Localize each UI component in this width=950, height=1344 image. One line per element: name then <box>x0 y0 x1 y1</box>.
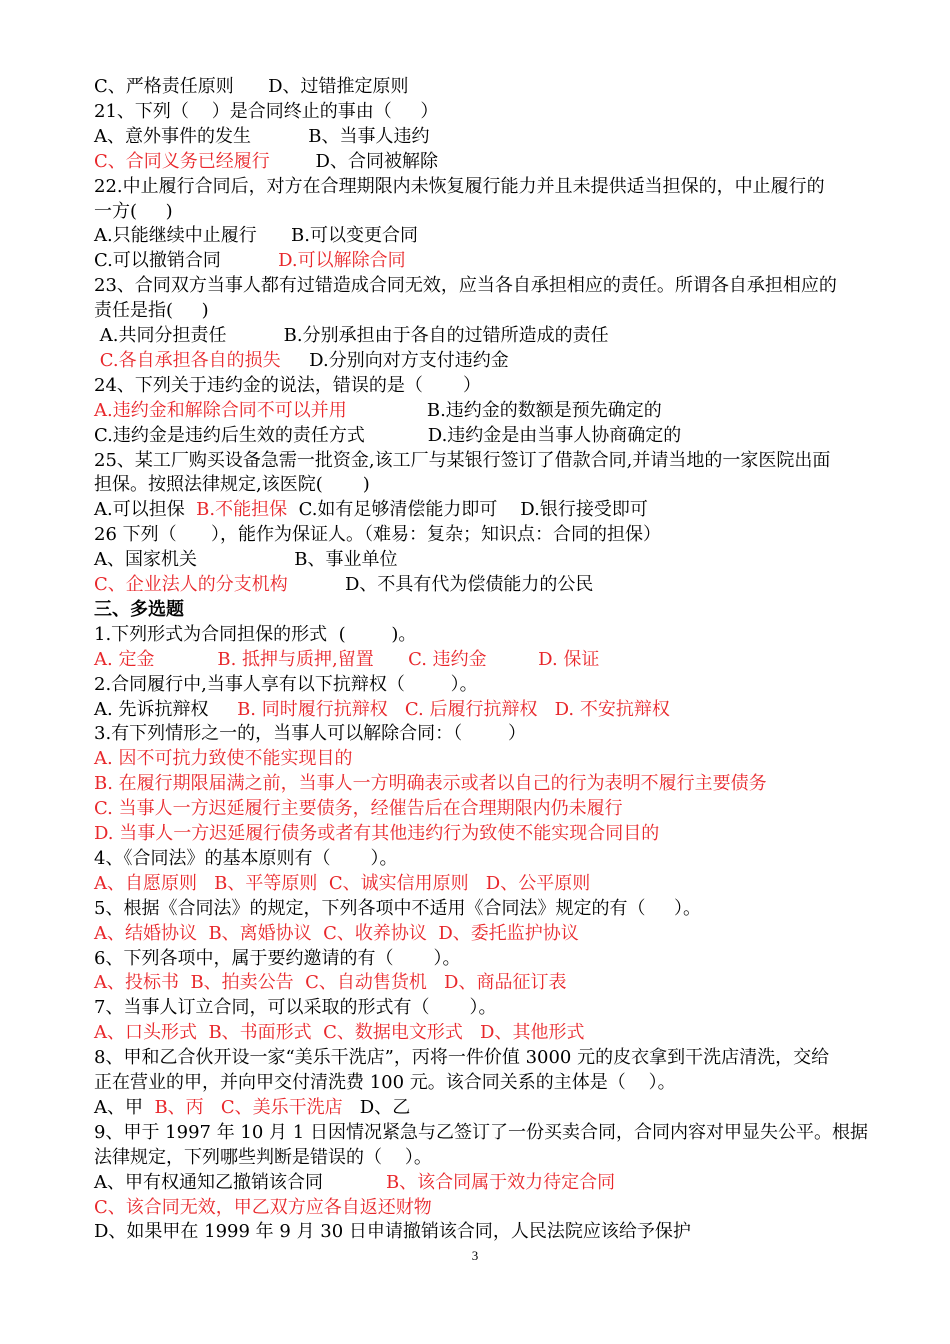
text-line <box>94 248 406 273</box>
text-line <box>94 821 659 846</box>
text-line <box>94 647 599 672</box>
answer-text: A、自愿原则 B、平等原则 C、诚实信用原则 D、公平原则 <box>94 872 591 894</box>
line-text: 担保。按照法律规定,该医院( ) <box>94 474 370 496</box>
line-text: 6、下列各项中，属于要约邀请的有（ ）。 <box>94 947 461 969</box>
line-text: 4、《合同法》的基本原则有（ ）。 <box>94 847 398 869</box>
text-line <box>94 547 398 572</box>
text-line <box>94 124 429 149</box>
line-text: C.可以撤销合同 <box>94 250 279 272</box>
line-text: 法律规定，下列哪些判断是错误的（ ）。 <box>94 1146 432 1168</box>
text-line <box>94 1219 691 1244</box>
line-text: A、意外事件的发生 B、当事人违约 <box>94 125 430 147</box>
text-line <box>94 1145 432 1170</box>
line-text: A.可以担保 <box>94 499 197 521</box>
answer-text: A. 因不可抗力致使不能实现目的 <box>94 748 353 770</box>
line-text: 25、某工厂购买设备急需一批资金,该工厂与某银行签订了借款合同,并请当地的一家医院出面 <box>94 449 831 471</box>
text-line <box>94 771 767 796</box>
text-line <box>94 1195 432 1220</box>
text-line <box>94 721 526 746</box>
text-line <box>94 149 438 174</box>
answer-text: C. 当事人一方迟延履行主要债务，经催告后在合理期限内仍未履行 <box>94 798 623 820</box>
text-line <box>94 74 409 99</box>
line-text: A、甲 <box>94 1096 155 1118</box>
line-text: 8、甲和乙合伙开设一家“美乐干洗店”，丙将一件价值 3000 元的皮衣拿到干洗店清洗，交给 <box>94 1047 830 1069</box>
answer-text: B.不能担保 <box>196 499 288 521</box>
text-line <box>94 970 566 995</box>
text-line <box>94 273 837 298</box>
text-line <box>94 522 661 547</box>
text-line <box>94 223 418 248</box>
line-text: 26 下列（ ），能作为保证人。（难易：复杂；知识点：合同的担保） <box>94 524 661 546</box>
line-text: C.如有足够清偿能力即可 D.银行接受即可 <box>287 499 648 521</box>
line-text: 2.合同履行中,当事人享有以下抗辩权（ ）。 <box>94 673 478 695</box>
text-line <box>94 871 590 896</box>
text-line <box>94 995 497 1020</box>
line-text: C、严格责任原则 D、过错推定原则 <box>94 76 409 97</box>
answer-text: B、该合同属于效力待定合同 <box>385 1171 616 1193</box>
answer-text: A. 定金 B. 抵押与质押,留置 C. 违约金 D. 保证 <box>94 648 600 670</box>
answer-text: C、合同义务已经履行 <box>94 150 270 172</box>
line-text: 7、当事人订立合同，可以采取的形式有（ ）。 <box>94 997 497 1019</box>
text-line <box>94 298 209 323</box>
text-line <box>94 672 478 697</box>
line-text: D、乙 <box>342 1096 411 1118</box>
line-text: 9、甲于 1997 年 10 月 1 日因情况紧急与乙签订了一份买卖合同，合同内容对甲显失公平。根据 <box>94 1121 868 1143</box>
answer-text: D. 当事人一方迟延履行债务或者有其他违约行为致使不能实现合同目的 <box>94 823 660 844</box>
line-text: D、如果甲在 1999 年 9 月 30 日申请撤销该合同，人民法院应该给予保护 <box>94 1221 691 1243</box>
text-line <box>94 597 184 622</box>
line-text: 一方( ) <box>94 200 173 222</box>
text-line <box>94 921 579 946</box>
line-text: D、不具有代为偿债能力的公民 <box>287 574 594 595</box>
answer-text: A、投标书 B、拍卖公告 C、自动售货机 D、商品征订表 <box>94 972 567 994</box>
text-line <box>94 1045 829 1070</box>
line-text: A.共同分担责任 B.分别承担由于各自的过错所造成的责任 <box>94 325 609 346</box>
text-line <box>94 323 609 348</box>
line-text: 5、根据《合同法》的规定，下列各项中不适用《合同法》规定的有（ ）。 <box>94 897 702 919</box>
line-text: 1.下列形式为合同担保的形式 ( )。 <box>94 623 417 645</box>
line-text: 正在营业的甲，并向甲交付清洗费 100 元。该合同关系的主体是（ ）。 <box>94 1072 676 1093</box>
answer-text: B. 同时履行抗辩权 C. 后履行抗辩权 D. 不安抗辩权 <box>237 698 670 720</box>
text-line <box>94 746 352 771</box>
line-text: 23、合同双方当事人都有过错造成合同无效，应当各自承担相应的责任。所谓各自承担相应的 <box>94 275 837 297</box>
answer-text: A、口头形式 B、书面形式 C、数据电文形式 D、其他形式 <box>94 1022 585 1044</box>
text-line <box>94 348 509 373</box>
line-text: A、国家机关 B、事业单位 <box>94 549 398 571</box>
line-text: 责任是指( ) <box>94 300 209 322</box>
answer-text: B. 在履行期限届满之前，当事人一方明确表示或者以自己的行为表明不履行主要债务 <box>94 773 767 795</box>
text-line <box>94 572 593 597</box>
text-line <box>94 199 173 224</box>
answer-text: A、结婚协议 B、离婚协议 C、收养协议 D、委托监护协议 <box>94 922 579 944</box>
text-line <box>94 1020 584 1045</box>
text-line <box>94 99 438 124</box>
text-line <box>94 1170 615 1195</box>
text-line <box>94 398 662 423</box>
answer-text: B、丙 C、美乐干洗店 <box>154 1096 343 1118</box>
line-text: B.违约金的数额是预先确定的 <box>346 399 662 421</box>
text-line <box>94 946 461 971</box>
line-text: 24、下列关于违约金的说法，错误的是（ ） <box>94 374 481 396</box>
page-number: 3 <box>471 1248 479 1263</box>
line-text: C.违约金是违约后生效的责任方式 D.违约金是由当事人协商确定的 <box>94 424 682 446</box>
answer-text: C、该合同无效，甲乙双方应各自返还财物 <box>94 1196 432 1218</box>
text-line <box>94 373 481 398</box>
line-text: 22.中止履行合同后，对方在合理期限内未恢复履行能力并且未提供适当担保的，中止履行的 <box>94 175 825 197</box>
line-text: D.分别向对方支付违约金 <box>280 349 509 371</box>
answer-text: A.违约金和解除合同不可以并用 <box>94 399 347 421</box>
line-text: 21、下列（ ）是合同终止的事由（ ） <box>94 100 439 122</box>
line-text: 3.有下列情形之一的，当事人可以解除合同：（ ） <box>94 723 526 745</box>
text-line <box>94 896 701 921</box>
answer-text: C、企业法人的分支机构 <box>94 574 288 595</box>
section-heading: 三、多选题 <box>94 598 184 620</box>
text-line <box>94 796 623 821</box>
text-line <box>94 1070 676 1095</box>
text-line <box>94 697 670 722</box>
text-line <box>94 472 370 497</box>
text-line <box>94 423 681 448</box>
line-text: A. 先诉抗辩权 <box>94 698 238 720</box>
answer-text: C.各自承担各自的损失 <box>94 349 281 371</box>
text-line <box>94 174 825 199</box>
line-text: A、甲有权通知乙撤销该合同 <box>94 1171 386 1193</box>
text-line <box>94 497 648 522</box>
text-line <box>94 1120 868 1145</box>
line-text: D、合同被解除 <box>269 150 438 172</box>
text-line <box>94 622 416 647</box>
answer-text: D.可以解除合同 <box>278 250 406 272</box>
line-text: A.只能继续中止履行 B.可以变更合同 <box>94 225 418 247</box>
text-line <box>94 846 398 871</box>
text-line <box>94 1095 410 1120</box>
text-line <box>94 448 830 473</box>
